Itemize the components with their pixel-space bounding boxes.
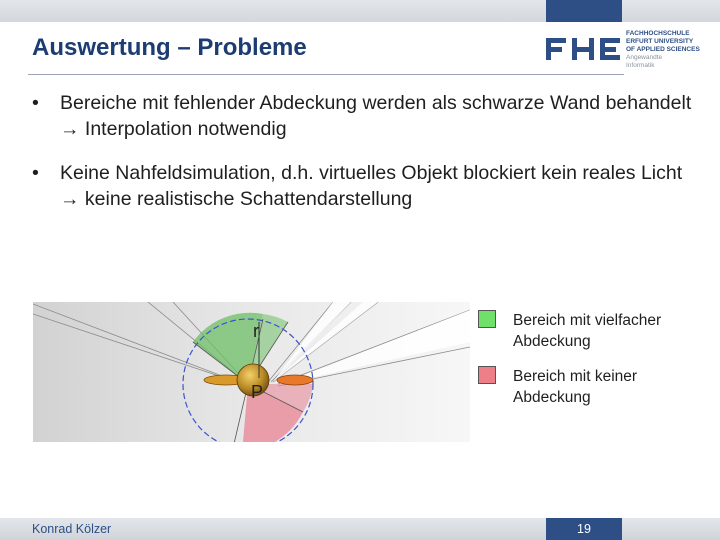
- logo-line-4: Angewandte: [626, 54, 663, 61]
- bullet-marker: •: [32, 162, 39, 184]
- legend-label-none: Bereich mit keiner Abdeckung: [513, 368, 638, 406]
- logo-line-1: FACHHOCHSCHULE: [626, 30, 690, 37]
- fhe-logo: [544, 30, 704, 86]
- page-number: 19: [546, 518, 622, 540]
- legend-swatch-green: [478, 310, 496, 328]
- bullet-text: Bereiche mit fehlender Abdeckung werden als schwarze Wand behandelt → Interpolation notwendig: [60, 92, 692, 140]
- top-accent-block: [546, 0, 622, 22]
- logo-line-5: Informatik: [626, 62, 655, 69]
- logo-text: [626, 30, 706, 70]
- logo-line-2: ERFURT UNIVERSITY: [626, 38, 694, 45]
- legend-label-multi: Bereich mit vielfacher Abdeckung: [513, 312, 662, 350]
- title-divider: [28, 74, 624, 75]
- point-label: P: [251, 382, 264, 402]
- legend-swatch-red: [478, 366, 496, 384]
- coverage-illustration: [33, 302, 470, 442]
- radius-label: r: [253, 321, 259, 341]
- bullet-marker: •: [32, 92, 39, 114]
- footer-author: Konrad Kölzer: [32, 522, 112, 536]
- bullet-text: Keine Nahfeldsimulation, d.h. virtuelles Objekt blockiert kein reales Licht → keine realistische Schattendarstellung: [60, 162, 683, 210]
- slide-title: Auswertung – Probleme: [32, 34, 307, 61]
- logo-line-3: OF APPLIED SCIENCES: [626, 46, 700, 53]
- fhe-logo-mark: [544, 36, 622, 62]
